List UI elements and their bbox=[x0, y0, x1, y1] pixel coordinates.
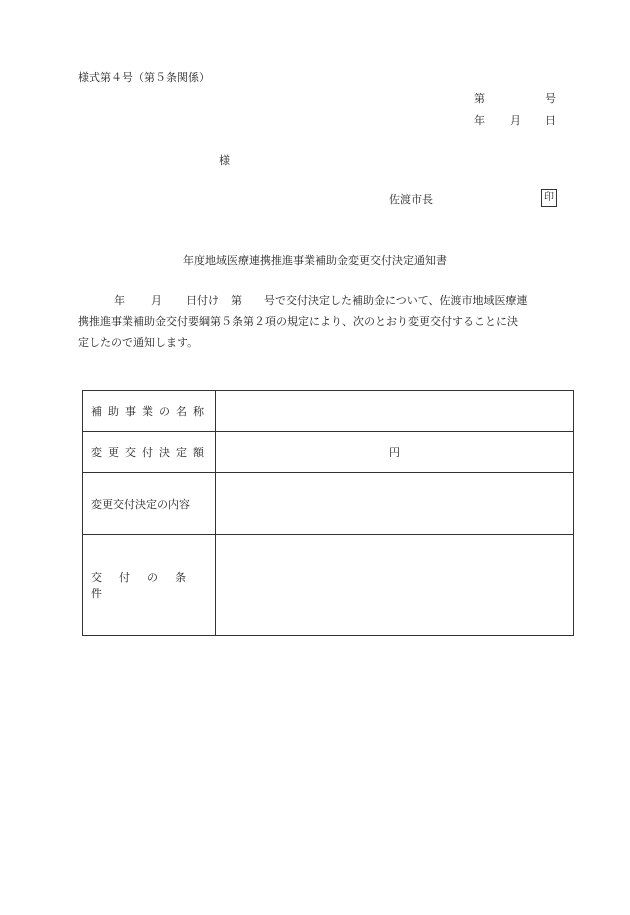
body-month: 月 bbox=[151, 294, 162, 307]
doc-number-suffix: 号 bbox=[545, 92, 556, 105]
body-day: 日付け bbox=[186, 294, 219, 307]
issuer-name: 佐渡市長 bbox=[389, 193, 433, 206]
table-row bbox=[83, 391, 574, 432]
details-table bbox=[82, 390, 574, 636]
form-number: 様式第４号（第５条関係） bbox=[78, 71, 210, 84]
addressee-honorific: 様 bbox=[219, 154, 230, 167]
date-day: 日 bbox=[545, 114, 556, 127]
table-row bbox=[83, 535, 574, 636]
doc-number-prefix: 第 bbox=[474, 92, 485, 105]
table-row bbox=[83, 432, 574, 473]
body-number-prefix: 第 bbox=[231, 294, 242, 307]
value-conditions bbox=[216, 535, 574, 636]
body-line-1-rest: 号で交付決定した補助金について、佐渡市地域医療連 bbox=[264, 294, 528, 307]
label-amount: 変更交付決定額 bbox=[83, 432, 216, 473]
date-year: 年 bbox=[474, 114, 485, 127]
body-line-3: 定したので通知します。 bbox=[78, 336, 199, 349]
label-conditions: 交付の条件 bbox=[83, 535, 216, 636]
body-line-1 bbox=[78, 290, 563, 311]
document-title: 年度地域医療連携推進事業補助金変更交付決定通知書 bbox=[183, 254, 447, 267]
body-year: 年 bbox=[114, 294, 125, 307]
table-row bbox=[83, 473, 574, 535]
seal-mark: 印 bbox=[541, 189, 557, 207]
label-project-name: 補助事業の名称 bbox=[83, 391, 216, 432]
body-line-2: 携推進事業補助金交付要綱第５条第２項の規定により、次のとおり変更交付することに決 bbox=[78, 315, 518, 328]
date-month: 月 bbox=[510, 114, 521, 127]
label-content: 変更交付決定の内容 bbox=[83, 473, 216, 535]
body-paragraph bbox=[78, 290, 563, 353]
value-amount: 円 bbox=[216, 432, 574, 473]
value-content bbox=[216, 473, 574, 535]
value-project-name bbox=[216, 391, 574, 432]
